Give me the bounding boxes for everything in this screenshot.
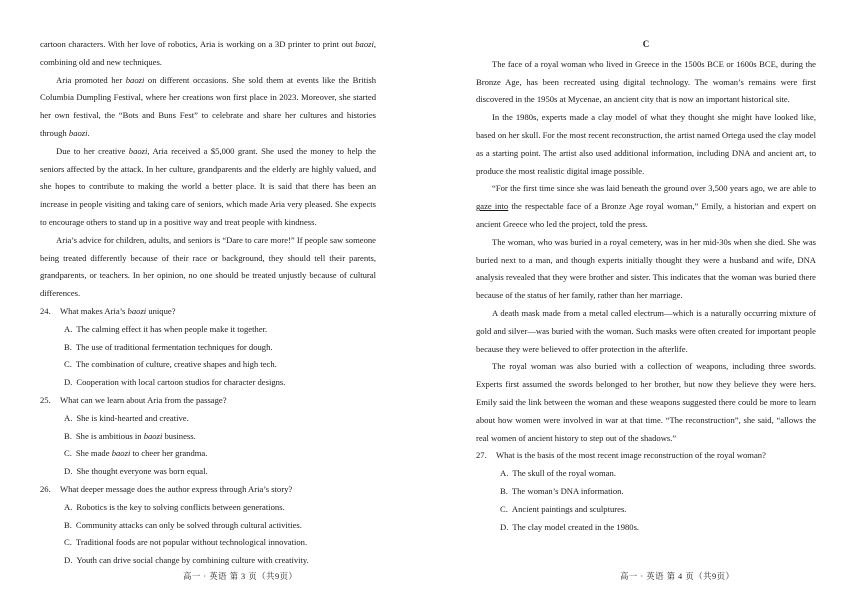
question-27 [476, 447, 816, 536]
passage-paragraph: “For the first time since she was laid beneath the ground over 3,500 years ago, we are able to gaze into the respectable face of a Bronze Age royal woman,” Emily, a historian and expert on ancient Greece who led the project, told the press. [476, 183, 816, 229]
answer-option[interactable]: C. Ancient paintings and sculptures. [500, 503, 627, 514]
passage-paragraph: Aria’s advice for children, adults, and seniors is “Dare to care more!” If people saw someone being treated differently because of their race or background, they should tell their parents, grandparents, or teachers. In her opinion, no one should be treated unjustly because of cultural differences. [40, 234, 376, 299]
answer-option[interactable]: B. The woman’s DNA information. [500, 485, 624, 496]
answer-option[interactable]: C. The combination of culture, creative shapes and high tech. [64, 359, 277, 370]
answer-option[interactable]: D. She thought everyone was born equal. [64, 466, 208, 477]
answer-option[interactable]: A. The calming effect it has when people make it together. [64, 323, 268, 334]
passage-paragraph: In the 1980s, experts made a clay model of what they thought she might have looked like, based on her skull. For the most recent reconstruction, the artist named Ortega used the clay model as a starting point. The artist also used additional information, including DNA and ancient art, to produce the most realistic digital image possible. [476, 112, 816, 176]
answer-option[interactable]: A. She is kind-hearted and creative. [64, 412, 189, 423]
question-stem: 27. What is the basis of the most recent image reconstruction of the royal woman? [476, 450, 766, 461]
page-footer-left: 高一 · 英语 第 3 页（共9页） [183, 572, 298, 581]
answer-option[interactable]: B. The use of traditional fermentation techniques for dough. [64, 341, 273, 352]
passage-paragraph: Aria promoted her baozi on different occasions. She sold them at events like the British Columbia Dumpling Festival, where her creations won first place in 2023. Moreover, she started her own festival, the “Bots and Buns Fest” to celebrate and share her cultures and histories through baozi. [40, 74, 377, 138]
answer-option[interactable]: D. Cooperation with local cartoon studios for character designs. [64, 377, 286, 388]
question-stem: 26. What deeper message does the author express through Aria’s story? [40, 483, 293, 494]
passage-paragraph: cartoon characters. With her love of robotics, Aria is working on a 3D printer to print out baozi, combining old and new techniques. [40, 39, 376, 67]
answer-option[interactable]: C. She made baozi to cheer her grandma. [64, 448, 208, 459]
question-26 [40, 481, 376, 570]
page-footer-right: 高一 · 英语 第 4 页（共9页） [620, 572, 735, 581]
question-25 [40, 392, 376, 481]
answer-option[interactable]: B. She is ambitious in baozi business. [64, 430, 196, 441]
passage-paragraph: A death mask made from a metal called electrum—which is a naturally occurring mixture of gold and silver—was buried with the woman. Such masks were often created for important people because they were believed to offer protection in the afterlife. [476, 307, 816, 354]
question-24 [40, 303, 376, 392]
passage-paragraph: Due to her creative baozi, Aria received a $5,000 grant. She used the money to help the seniors affected by the attack. In her culture, grandparents and the elderly are highly valued, and she hopes to contribute to making the world a better place. It is said that there has been an increase in people visiting and taking care of seniors, which made Aria very pleased. She expects to encourage others to stand up in a positive way and treat people with kindness. [40, 145, 376, 227]
answer-option[interactable]: C. Traditional foods are not popular without technological innovation. [64, 537, 308, 548]
answer-option[interactable]: D. The clay model created in the 1980s. [500, 521, 640, 532]
passage-paragraph: The woman, who was buried in a royal cemetery, was in her mid-30s when she died. She was buried next to a man, and though experts initially thought they were a husband and wife, DNA analysis revealed that they were brother and sister. This indicates that the woman was buried there because of the status of her family, rather than her marriage. [476, 236, 816, 301]
answer-option[interactable]: A. Robotics is the key to solving conflicts between generations. [64, 501, 285, 512]
section-heading: C [642, 39, 650, 49]
passage-paragraph: The royal woman was also buried with a collection of weapons, including three swords. Experts first assumed the swords belonged to her brother, but now they believe they were hers. Emily said the link between the woman and these weapons suggested there could be more to learn about how women were involved in war at that time. “The reconstruction”, she said, “allows the real women of ancient history to step out of the shadows.” [476, 361, 816, 443]
right-page-column [476, 36, 816, 536]
question-stem: 25. What can we learn about Aria from the passage? [40, 394, 227, 405]
answer-option[interactable]: B. Community attacks can only be solved through cultural activities. [64, 519, 302, 530]
passage-paragraph: The face of a royal woman who lived in Greece in the 1500s BCE or 1600s BCE, during the Bronze Age, has been recreated using digital technology. The woman’s remains were first discovered in the 1950s at Mycenae, an ancient city that is now an important historical site. [476, 58, 816, 105]
question-stem: 24. What makes Aria’s baozi unique? [40, 305, 176, 316]
answer-option[interactable]: D. Youth can drive social change by combining culture with creativity. [64, 555, 309, 566]
underlined-phrase: gaze into [476, 201, 509, 212]
answer-option[interactable]: A. The skull of the royal woman. [500, 468, 616, 479]
left-page-column [40, 36, 376, 570]
